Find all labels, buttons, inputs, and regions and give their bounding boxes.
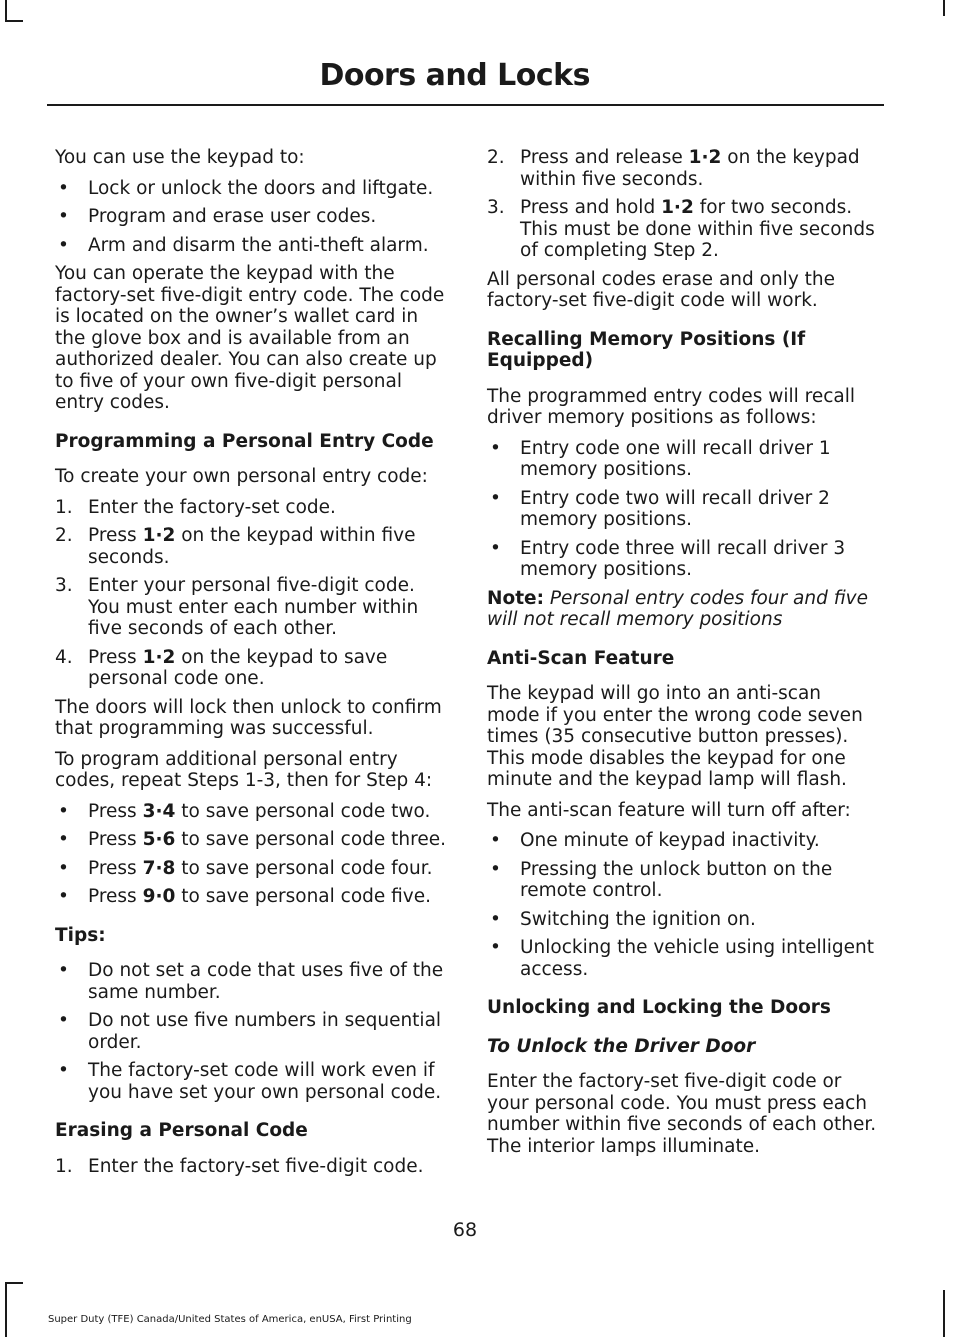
- list-item: [487, 438, 879, 481]
- numbered-step: [55, 497, 447, 519]
- text-run: Press: [88, 525, 143, 546]
- page-title: Doors and Locks: [319, 58, 590, 93]
- crop-mark-top-left-v: [5, 0, 7, 22]
- list-item: [55, 960, 447, 1003]
- item-text: Entry code two will recall driver 2 memory positions.: [520, 487, 830, 530]
- list-item: [55, 206, 447, 228]
- keypad-keys: 5·6: [142, 829, 176, 850]
- step-number: 2.: [55, 525, 73, 546]
- item-text: [88, 801, 430, 822]
- item-text: Pressing the unlock button on the remote control.: [520, 858, 833, 901]
- section-heading: Anti-Scan Feature: [487, 647, 675, 669]
- paragraph: To create your own personal entry code:: [55, 466, 428, 487]
- numbered-step: [487, 197, 879, 262]
- list-item: [55, 235, 447, 257]
- item-text: Program and erase user codes.: [88, 206, 377, 227]
- text-run: for two seconds. This must be done within five seconds of completing Step 2.: [520, 197, 875, 261]
- numbered-step: [55, 647, 447, 690]
- text-run: on the keypad within five seconds.: [520, 147, 860, 190]
- bullet-icon: •: [490, 537, 501, 559]
- left-column: [55, 147, 447, 1184]
- bullet-icon: •: [58, 1060, 69, 1081]
- item-text: Switching the ignition on.: [520, 908, 756, 930]
- bullet-icon: •: [58, 829, 69, 850]
- numbered-step: [487, 147, 879, 190]
- bullet-icon: •: [490, 858, 501, 880]
- subsection-heading: To Unlock the Driver Door: [487, 1035, 756, 1057]
- item-text: [88, 525, 415, 568]
- bullet-icon: •: [58, 206, 69, 227]
- item-text: Enter the factory-set code.: [88, 496, 336, 518]
- text-run: to save personal code five.: [175, 886, 432, 907]
- bullet-icon: •: [58, 857, 69, 879]
- crop-mark-bottom-left-h: [5, 1282, 23, 1284]
- list-item: [487, 488, 879, 531]
- numbered-step: [55, 1156, 447, 1178]
- section-heading: Programming a Personal Entry Code: [55, 430, 434, 452]
- keypad-keys: 1·2: [142, 525, 176, 546]
- section-heading: Unlocking and Locking the Doors: [487, 997, 831, 1018]
- crop-mark-bottom-right: [943, 1290, 945, 1337]
- step-number: 4.: [55, 646, 73, 668]
- text-run: Press: [88, 800, 143, 822]
- bullet-icon: •: [58, 800, 69, 822]
- list-item: [55, 886, 447, 908]
- section-heading: Erasing a Personal Code: [55, 1120, 308, 1141]
- list-item: [487, 937, 879, 980]
- item-text: Entry code three will recall driver 3 memory positions.: [520, 537, 846, 580]
- paragraph: All personal codes erase and only the factory-set five-digit code will work.: [487, 268, 836, 311]
- list-item: [487, 859, 879, 902]
- item-text: Do not use five numbers in sequential order.: [88, 1010, 442, 1053]
- page-number: 68: [452, 1219, 478, 1241]
- item-text: [520, 197, 875, 261]
- item-text: [88, 829, 446, 850]
- note-text: Personal entry codes four and five will not recall memory positions: [487, 587, 868, 630]
- list-item: [487, 909, 879, 931]
- text-run: Press: [88, 857, 143, 879]
- footer-text: Super Duty (TFE) Canada/United States of America, enUSA, First Printing: [48, 1314, 412, 1325]
- list-item: [55, 1010, 447, 1053]
- bullet-icon: •: [58, 1010, 69, 1031]
- paragraph: You can use the keypad to:: [55, 147, 305, 168]
- bullet-icon: •: [490, 437, 501, 459]
- paragraph: Enter the factory-set five-digit code or your personal code. You must press each number within five seconds of each other. The interior lamps illuminate.: [487, 1071, 877, 1157]
- keypad-keys: 1·2: [142, 646, 176, 668]
- header-rule: [47, 104, 884, 106]
- step-number: 1.: [55, 1155, 73, 1177]
- bullet-icon: •: [58, 960, 69, 981]
- item-text: Lock or unlock the doors and liftgate.: [88, 177, 434, 199]
- item-text: The factory-set code will work even if you have set your own personal code.: [88, 1060, 442, 1103]
- item-text: Enter your personal five-digit code. You must enter each number within five seconds of each other.: [88, 575, 419, 639]
- keypad-keys: 9·0: [142, 886, 176, 907]
- section-heading: Recalling Memory Positions (If Equipped): [487, 328, 806, 371]
- keypad-keys: 3·4: [142, 800, 176, 822]
- bullet-icon: •: [58, 177, 69, 199]
- item-text: [88, 886, 431, 907]
- paragraph: To program additional personal entry codes, repeat Steps 1-3, then for Step 4:: [55, 748, 433, 791]
- bullet-icon: •: [58, 234, 69, 256]
- note: [487, 588, 879, 631]
- numbered-step: [55, 575, 447, 640]
- list-item: [487, 830, 879, 852]
- keypad-keys: 1·2: [688, 147, 722, 168]
- list-item: [487, 538, 879, 581]
- text-run: Press and release: [520, 147, 689, 168]
- keypad-keys: 7·8: [142, 857, 176, 879]
- item-text: One minute of keypad inactivity.: [520, 830, 820, 851]
- paragraph: You can operate the keypad with the factory-set five-digit entry code. The code is located on the owner’s wallet card in the glove box and is available from an authorized dealer. You can also create up to five of your own five-digit personal entry codes.: [55, 263, 445, 413]
- section-heading: Tips:: [55, 924, 106, 946]
- crop-mark-bottom-left-v: [5, 1282, 7, 1337]
- paragraph: The anti-scan feature will turn off after:: [487, 799, 851, 821]
- step-number: 3.: [487, 197, 505, 218]
- text-run: on the keypad to save personal code one.: [88, 646, 388, 689]
- text-run: Press and hold: [520, 197, 662, 218]
- step-number: 1.: [55, 496, 73, 518]
- numbered-step: [55, 525, 447, 568]
- step-number: 3.: [55, 575, 73, 596]
- item-text: Arm and disarm the anti-theft alarm.: [88, 234, 429, 256]
- text-run: to save personal code two.: [175, 800, 431, 822]
- item-text: Unlocking the vehicle using intelligent access.: [520, 937, 874, 980]
- list-item: [55, 858, 447, 880]
- step-number: 2.: [487, 147, 505, 168]
- item-text: Entry code one will recall driver 1 memory positions.: [520, 437, 831, 480]
- item-text: [88, 858, 433, 879]
- item-text: Enter the factory-set five-digit code.: [88, 1155, 424, 1177]
- crop-mark-top-right: [943, 0, 945, 16]
- item-text: [88, 647, 387, 690]
- bullet-icon: •: [490, 937, 501, 958]
- list-item: [55, 1060, 447, 1103]
- text-run: Press: [88, 886, 143, 907]
- text-run: to save personal code three.: [175, 829, 446, 850]
- paragraph: The keypad will go into an anti-scan mode if you enter the wrong code seven times (35 consecutive button presses). This mode disables the keypad for one minute and the keypad lamp will flash.: [487, 683, 863, 790]
- bullet-icon: •: [490, 908, 501, 930]
- right-column: [487, 147, 879, 1166]
- bullet-icon: •: [490, 487, 501, 509]
- paragraph: The doors will lock then unlock to confirm that programming was successful.: [55, 696, 442, 739]
- text-run: Press: [88, 646, 143, 668]
- text-run: Press: [88, 829, 143, 850]
- keypad-keys: 1·2: [661, 197, 694, 218]
- paragraph: The programmed entry codes will recall driver memory positions as follows:: [487, 385, 856, 428]
- text-run: on the keypad within five seconds.: [88, 525, 416, 568]
- item-text: Do not set a code that uses five of the same number.: [88, 960, 444, 1003]
- bullet-icon: •: [58, 886, 69, 907]
- bullet-icon: •: [490, 830, 501, 851]
- crop-mark-top-left-h: [5, 20, 23, 22]
- item-text: [520, 147, 860, 190]
- list-item: [55, 801, 447, 823]
- list-item: [55, 178, 447, 200]
- list-item: [55, 829, 447, 851]
- note-label: Note:: [487, 587, 544, 609]
- text-run: to save personal code four.: [175, 857, 433, 879]
